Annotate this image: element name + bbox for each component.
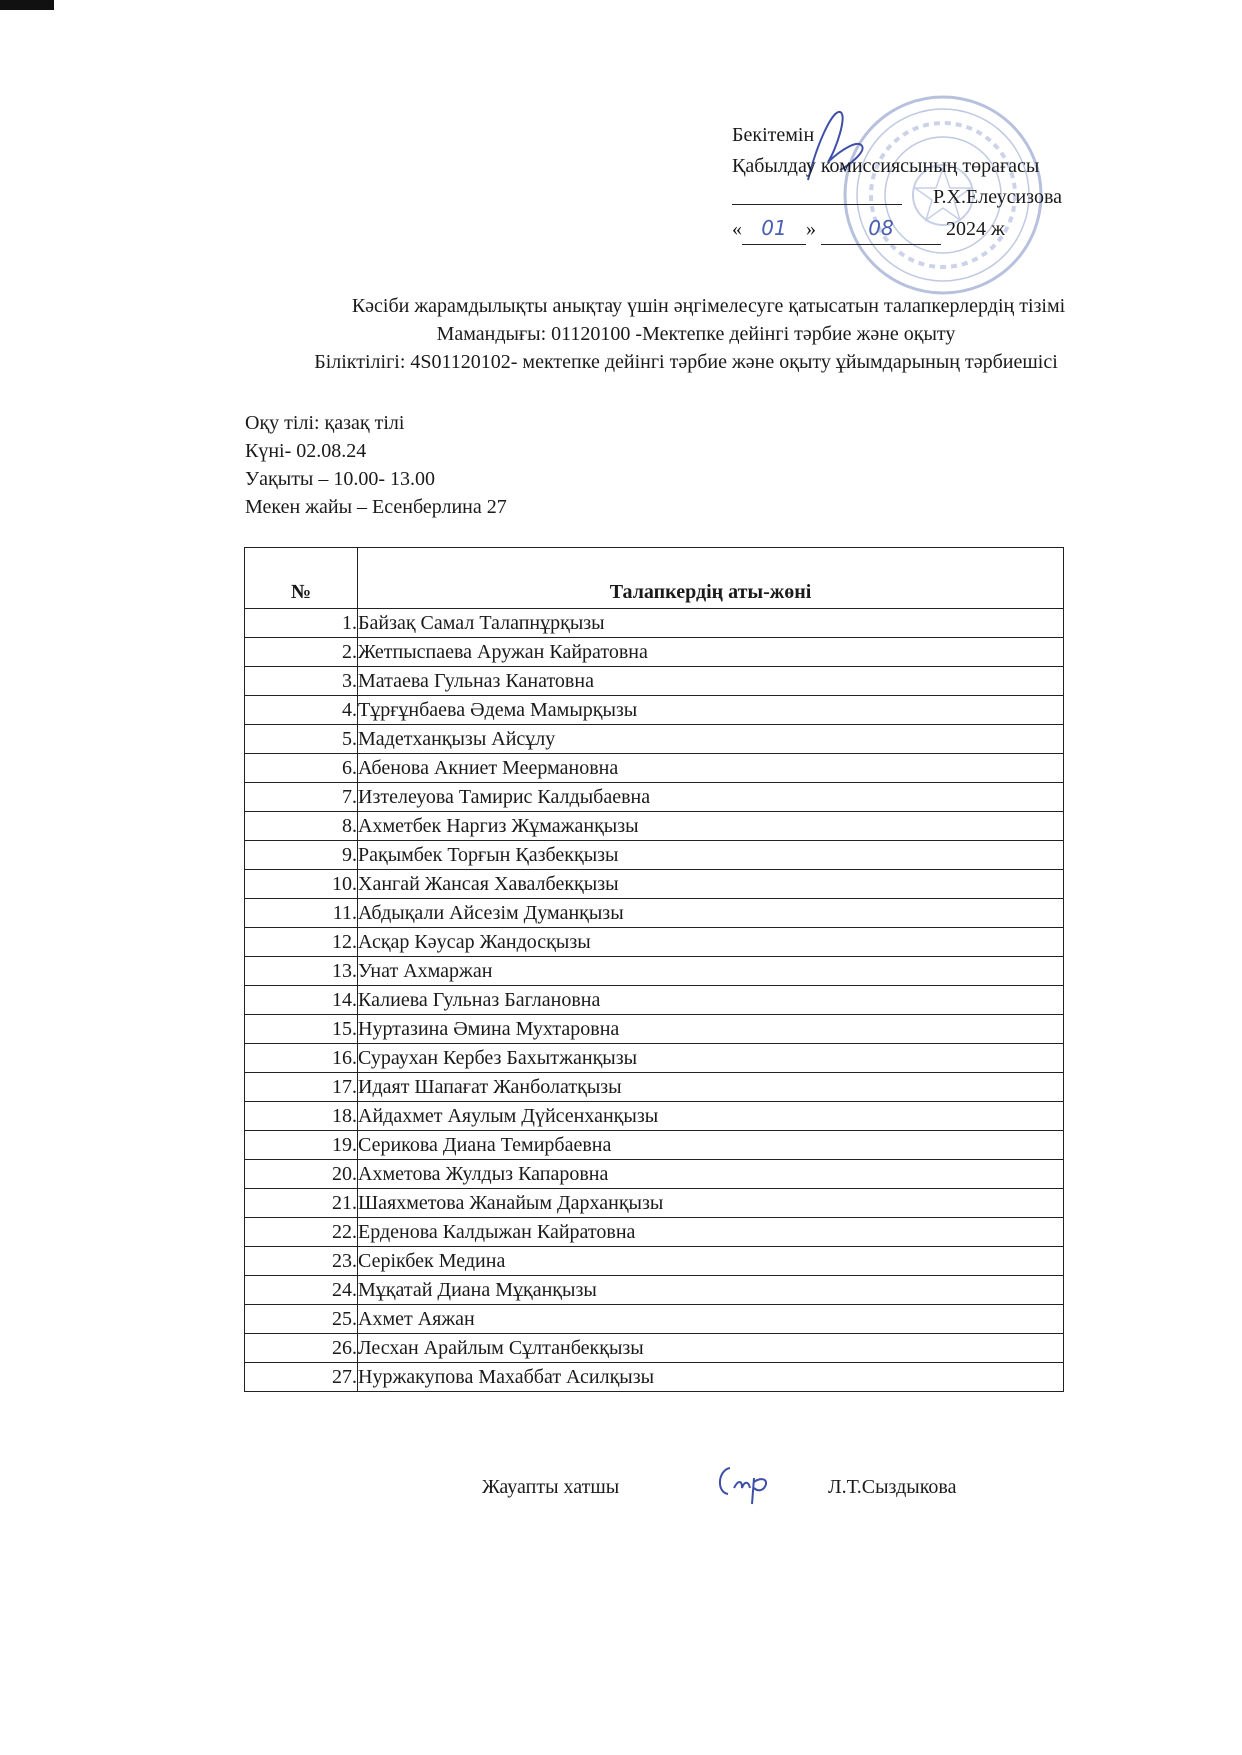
document-heading — [0, 292, 1242, 376]
table-header-row — [245, 548, 1064, 609]
applicant-name: Ахметова Жулдыз Капаровна — [358, 1160, 1064, 1189]
row-number: 2. — [245, 638, 358, 667]
table-row — [245, 957, 1064, 986]
table-row — [245, 1218, 1064, 1247]
applicant-name: Ахметбек Наргиз Жұмажанқызы — [358, 812, 1064, 841]
table-row — [245, 1247, 1064, 1276]
signature-blank — [732, 182, 902, 205]
applicant-name: Серикова Диана Темирбаевна — [358, 1131, 1064, 1160]
applicant-name: Абенова Акниет Меермановна — [358, 754, 1064, 783]
header-name: Талапкердің аты-жөні — [358, 548, 1064, 609]
applicant-name: Калиева Гульназ Баглановна — [358, 986, 1064, 1015]
qualification-line: Біліктілігі: 4S01120102- мектепке дейінгі тәрбие және оқыту ұйымдарының тәрбиешісі — [314, 351, 1058, 373]
date-day: 01 — [742, 213, 806, 245]
approval-position: Қабылдау комиссиясының төрағасы — [732, 155, 1040, 177]
table-row — [245, 928, 1064, 957]
specialty-line: Мамандығы: 01120100 -Мектепке дейінгі тәрбие және оқыту — [436, 323, 956, 345]
document-title: Кәсіби жарамдылықты анықтау үшін әңгімелесуге қатысатын талапкерлердің тізімі — [351, 295, 1066, 317]
applicant-name: Ахмет Аяжан — [358, 1305, 1064, 1334]
table-row — [245, 1189, 1064, 1218]
applicant-name: Сураухан Кербез Бахытжанқызы — [358, 1044, 1064, 1073]
secretary-signature — [708, 1458, 784, 1508]
secretary-role: Жауапты хатшы — [482, 1476, 620, 1498]
applicant-name: Жетпыспаева Аружан Кайратовна — [358, 638, 1064, 667]
table-row — [245, 667, 1064, 696]
row-number: 26. — [245, 1334, 358, 1363]
row-number: 19. — [245, 1131, 358, 1160]
row-number: 14. — [245, 986, 358, 1015]
applicant-name: Лесхан Арайлым Сұлтанбекқызы — [358, 1334, 1064, 1363]
row-number: 10. — [245, 870, 358, 899]
table-row — [245, 1131, 1064, 1160]
approval-date — [732, 213, 1062, 245]
chair-name: Р.Х.Елеусизова — [932, 186, 1062, 208]
table-row — [245, 1073, 1064, 1102]
applicant-name: Абдықали Айсезім Думанқызы — [358, 899, 1064, 928]
row-number: 6. — [245, 754, 358, 783]
date-close-quote: » — [806, 218, 816, 240]
applicant-name: Тұрғұнбаева Әдема Мамырқызы — [358, 696, 1064, 725]
row-number: 27. — [245, 1363, 358, 1392]
table-row — [245, 986, 1064, 1015]
applicant-name: Асқар Кәусар Жандосқызы — [358, 928, 1064, 957]
applicant-name: Хангай Жансая Хавалбекқызы — [358, 870, 1064, 899]
table-row — [245, 638, 1064, 667]
date-month: 08 — [821, 213, 941, 245]
row-number: 20. — [245, 1160, 358, 1189]
applicant-name: Нуржакупова Махаббат Асилқызы — [358, 1363, 1064, 1392]
date-line: Күні- 02.08.24 — [245, 440, 367, 462]
row-number: 15. — [245, 1015, 358, 1044]
secretary-name: Л.Т.Сыздыкова — [828, 1476, 957, 1498]
table-row — [245, 1044, 1064, 1073]
table-row — [245, 1305, 1064, 1334]
applicant-name: Шаяхметова Жанайым Дарханқызы — [358, 1189, 1064, 1218]
row-number: 25. — [245, 1305, 358, 1334]
row-number: 17. — [245, 1073, 358, 1102]
row-number: 9. — [245, 841, 358, 870]
applicant-name: Мадетханқызы Айсұлу — [358, 725, 1064, 754]
row-number: 23. — [245, 1247, 358, 1276]
row-number: 8. — [245, 812, 358, 841]
table-row — [245, 1276, 1064, 1305]
row-number: 13. — [245, 957, 358, 986]
applicant-name: Байзақ Самал Талапнұрқызы — [358, 609, 1064, 638]
row-number: 3. — [245, 667, 358, 696]
approval-block — [732, 120, 1062, 245]
approval-sign-line — [732, 182, 1062, 213]
applicant-name: Ерденова Калдыжан Кайратовна — [358, 1218, 1064, 1247]
table-row — [245, 609, 1064, 638]
row-number: 21. — [245, 1189, 358, 1218]
applicant-name: Изтелеуова Тамирис Калдыбаевна — [358, 783, 1064, 812]
table-row — [245, 725, 1064, 754]
table-row — [245, 1334, 1064, 1363]
table-row — [245, 812, 1064, 841]
row-number: 11. — [245, 899, 358, 928]
approval-title: Бекітемін — [732, 124, 815, 146]
table-row — [245, 696, 1064, 725]
date-year: 2024 ж — [946, 218, 1005, 240]
table-row — [245, 841, 1064, 870]
session-info — [245, 409, 507, 521]
applicant-name: Матаева Гульназ Канатовна — [358, 667, 1064, 696]
table-row — [245, 899, 1064, 928]
applicant-name: Рақымбек Торғын Қазбекқызы — [358, 841, 1064, 870]
applicant-name: Идаят Шапағат Жанболатқызы — [358, 1073, 1064, 1102]
row-number: 24. — [245, 1276, 358, 1305]
applicants-table — [244, 547, 1064, 1392]
header-number: № — [245, 548, 358, 609]
applicant-name: Серікбек Медина — [358, 1247, 1064, 1276]
scan-corner-mark — [0, 0, 54, 10]
row-number: 16. — [245, 1044, 358, 1073]
applicant-name: Унат Ахмаржан — [358, 957, 1064, 986]
applicant-name: Мұқатай Диана Мұқанқызы — [358, 1276, 1064, 1305]
row-number: 22. — [245, 1218, 358, 1247]
applicant-name: Нуртазина Әмина Мухтаровна — [358, 1015, 1064, 1044]
table-row — [245, 1363, 1064, 1392]
table-row — [245, 754, 1064, 783]
table-row — [245, 1102, 1064, 1131]
row-number: 1. — [245, 609, 358, 638]
row-number: 7. — [245, 783, 358, 812]
table-row — [245, 783, 1064, 812]
table-row — [245, 870, 1064, 899]
row-number: 12. — [245, 928, 358, 957]
row-number: 5. — [245, 725, 358, 754]
row-number: 4. — [245, 696, 358, 725]
applicant-name: Айдахмет Аяулым Дүйсенханқызы — [358, 1102, 1064, 1131]
language-line: Оқу тілі: қазақ тілі — [245, 412, 405, 434]
row-number: 18. — [245, 1102, 358, 1131]
date-open-quote: « — [732, 218, 742, 240]
table-row — [245, 1015, 1064, 1044]
time-line: Уақыты – 10.00- 13.00 — [245, 468, 436, 490]
table-row — [245, 1160, 1064, 1189]
address-line: Мекен жайы – Есенберлина 27 — [245, 496, 507, 518]
